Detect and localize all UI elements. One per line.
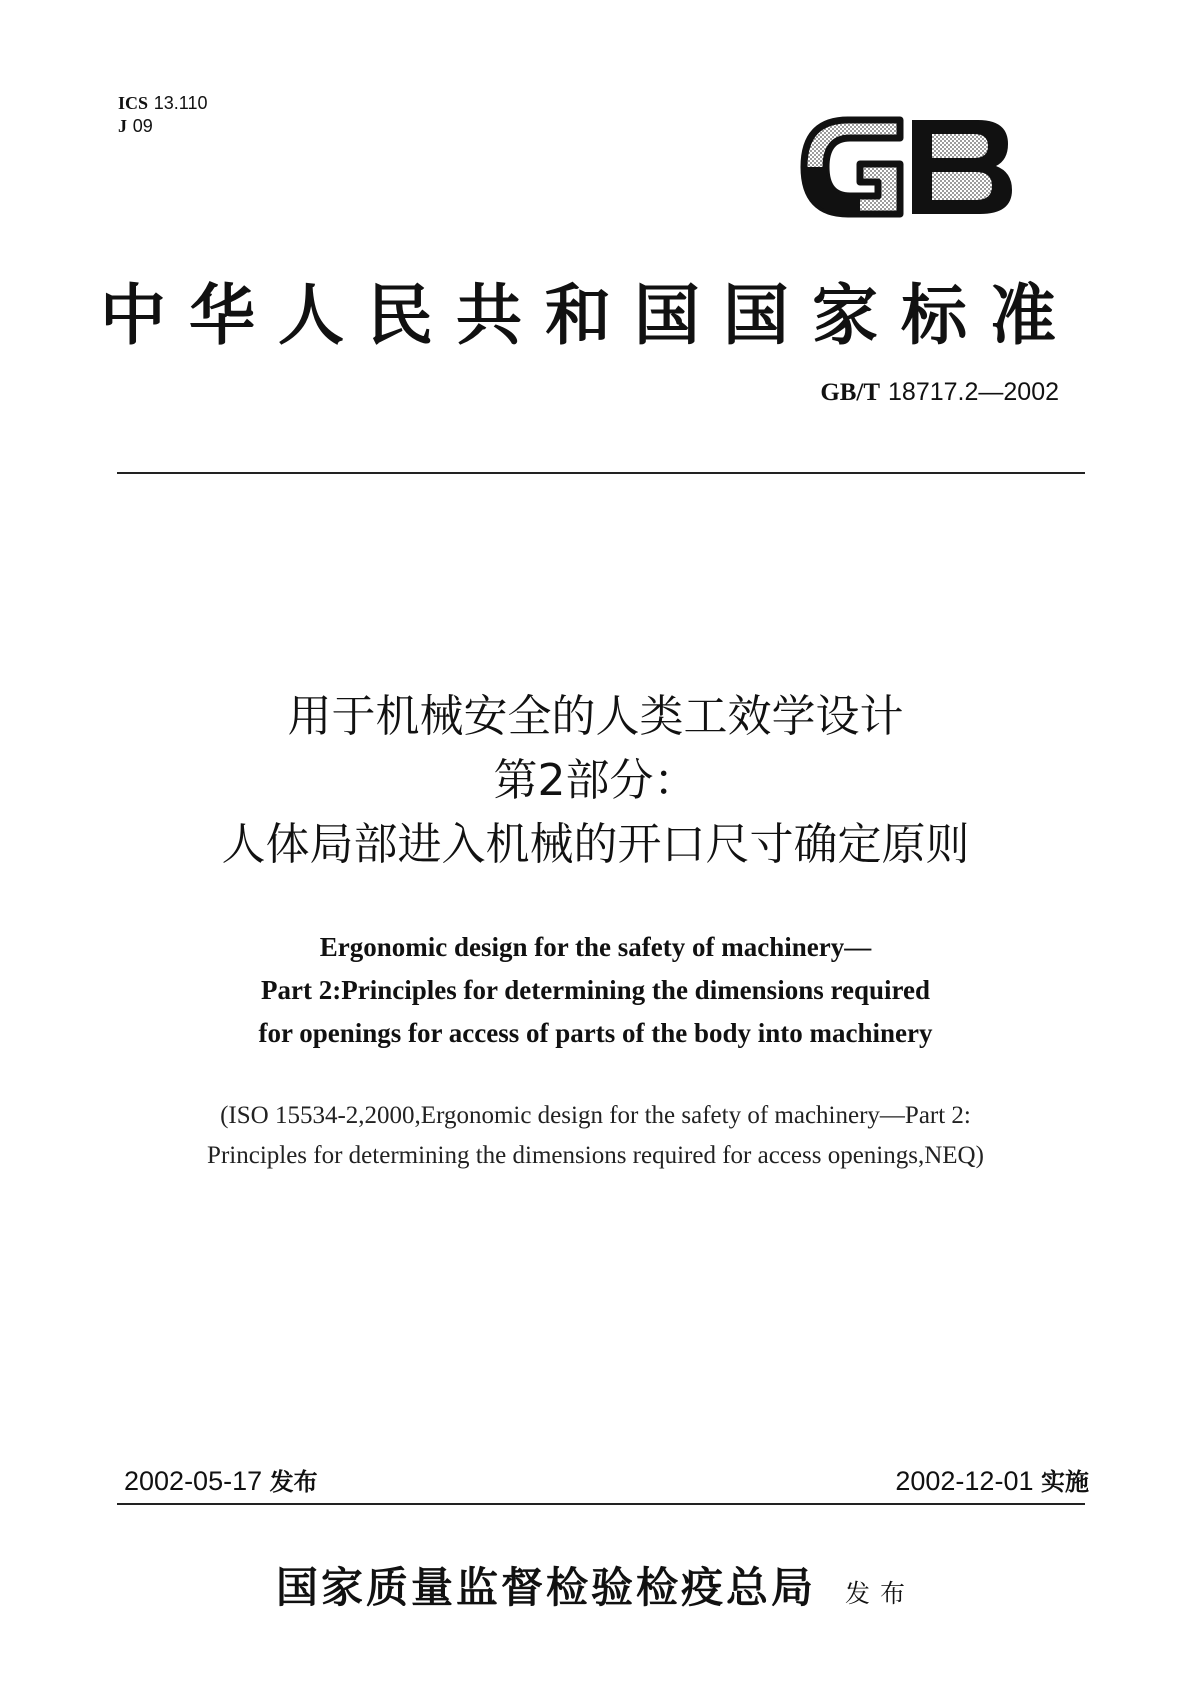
iso-reference-line1: (ISO 15534-2,2000,Ergonomic design for the safety of machinery—Part 2: (220, 1102, 971, 1129)
issue-date (124, 1462, 318, 1497)
implement-date (895, 1462, 1089, 1497)
footer-divider (117, 1503, 1085, 1505)
ccs-value: 09 (132, 116, 153, 136)
ics-label: ICS (118, 93, 149, 113)
gb-logo (800, 112, 1016, 222)
ics-code (118, 92, 207, 115)
publisher (0, 1555, 1191, 1615)
english-title (0, 926, 1191, 1055)
issue-date-value: 2002-05-17 (124, 1466, 263, 1496)
standard-number (820, 377, 1059, 407)
chinese-title-line3: 人体局部进入机械的开口尺寸确定原则 (221, 819, 970, 870)
chinese-title-line2: 第2部分： (493, 755, 698, 806)
publisher-action: 发布 (845, 1579, 916, 1608)
issue-date-label: 发布 (269, 1468, 318, 1496)
chinese-title (0, 685, 1191, 877)
iso-reference (0, 1096, 1191, 1176)
publisher-name: 国家质量监督检验检疫总局 (275, 1563, 816, 1612)
chinese-title-line1: 用于机械安全的人类工效学设计 (287, 691, 904, 742)
english-title-line1: Ergonomic design for the safety of machinery— (319, 932, 872, 962)
ics-value: 13.110 (153, 93, 208, 113)
standard-prefix: GB/T (820, 379, 881, 406)
header-divider (117, 472, 1085, 474)
ccs-code (118, 115, 207, 138)
implement-date-label: 实施 (1041, 1468, 1089, 1496)
state-standard-title: 中华人民共和国国家标准 (100, 276, 1079, 354)
english-title-line2: Part 2:Principles for determining the dimensions required (261, 975, 930, 1005)
standard-code: 18717.2—2002 (888, 378, 1059, 406)
ccs-label: J (118, 116, 127, 136)
implement-date-value: 2002-12-01 (895, 1466, 1034, 1496)
classification-codes (118, 92, 207, 138)
iso-reference-line2: Principles for determining the dimensions required for access openings,NEQ) (207, 1142, 984, 1169)
english-title-line3: for openings for access of parts of the body into machinery (258, 1018, 933, 1048)
